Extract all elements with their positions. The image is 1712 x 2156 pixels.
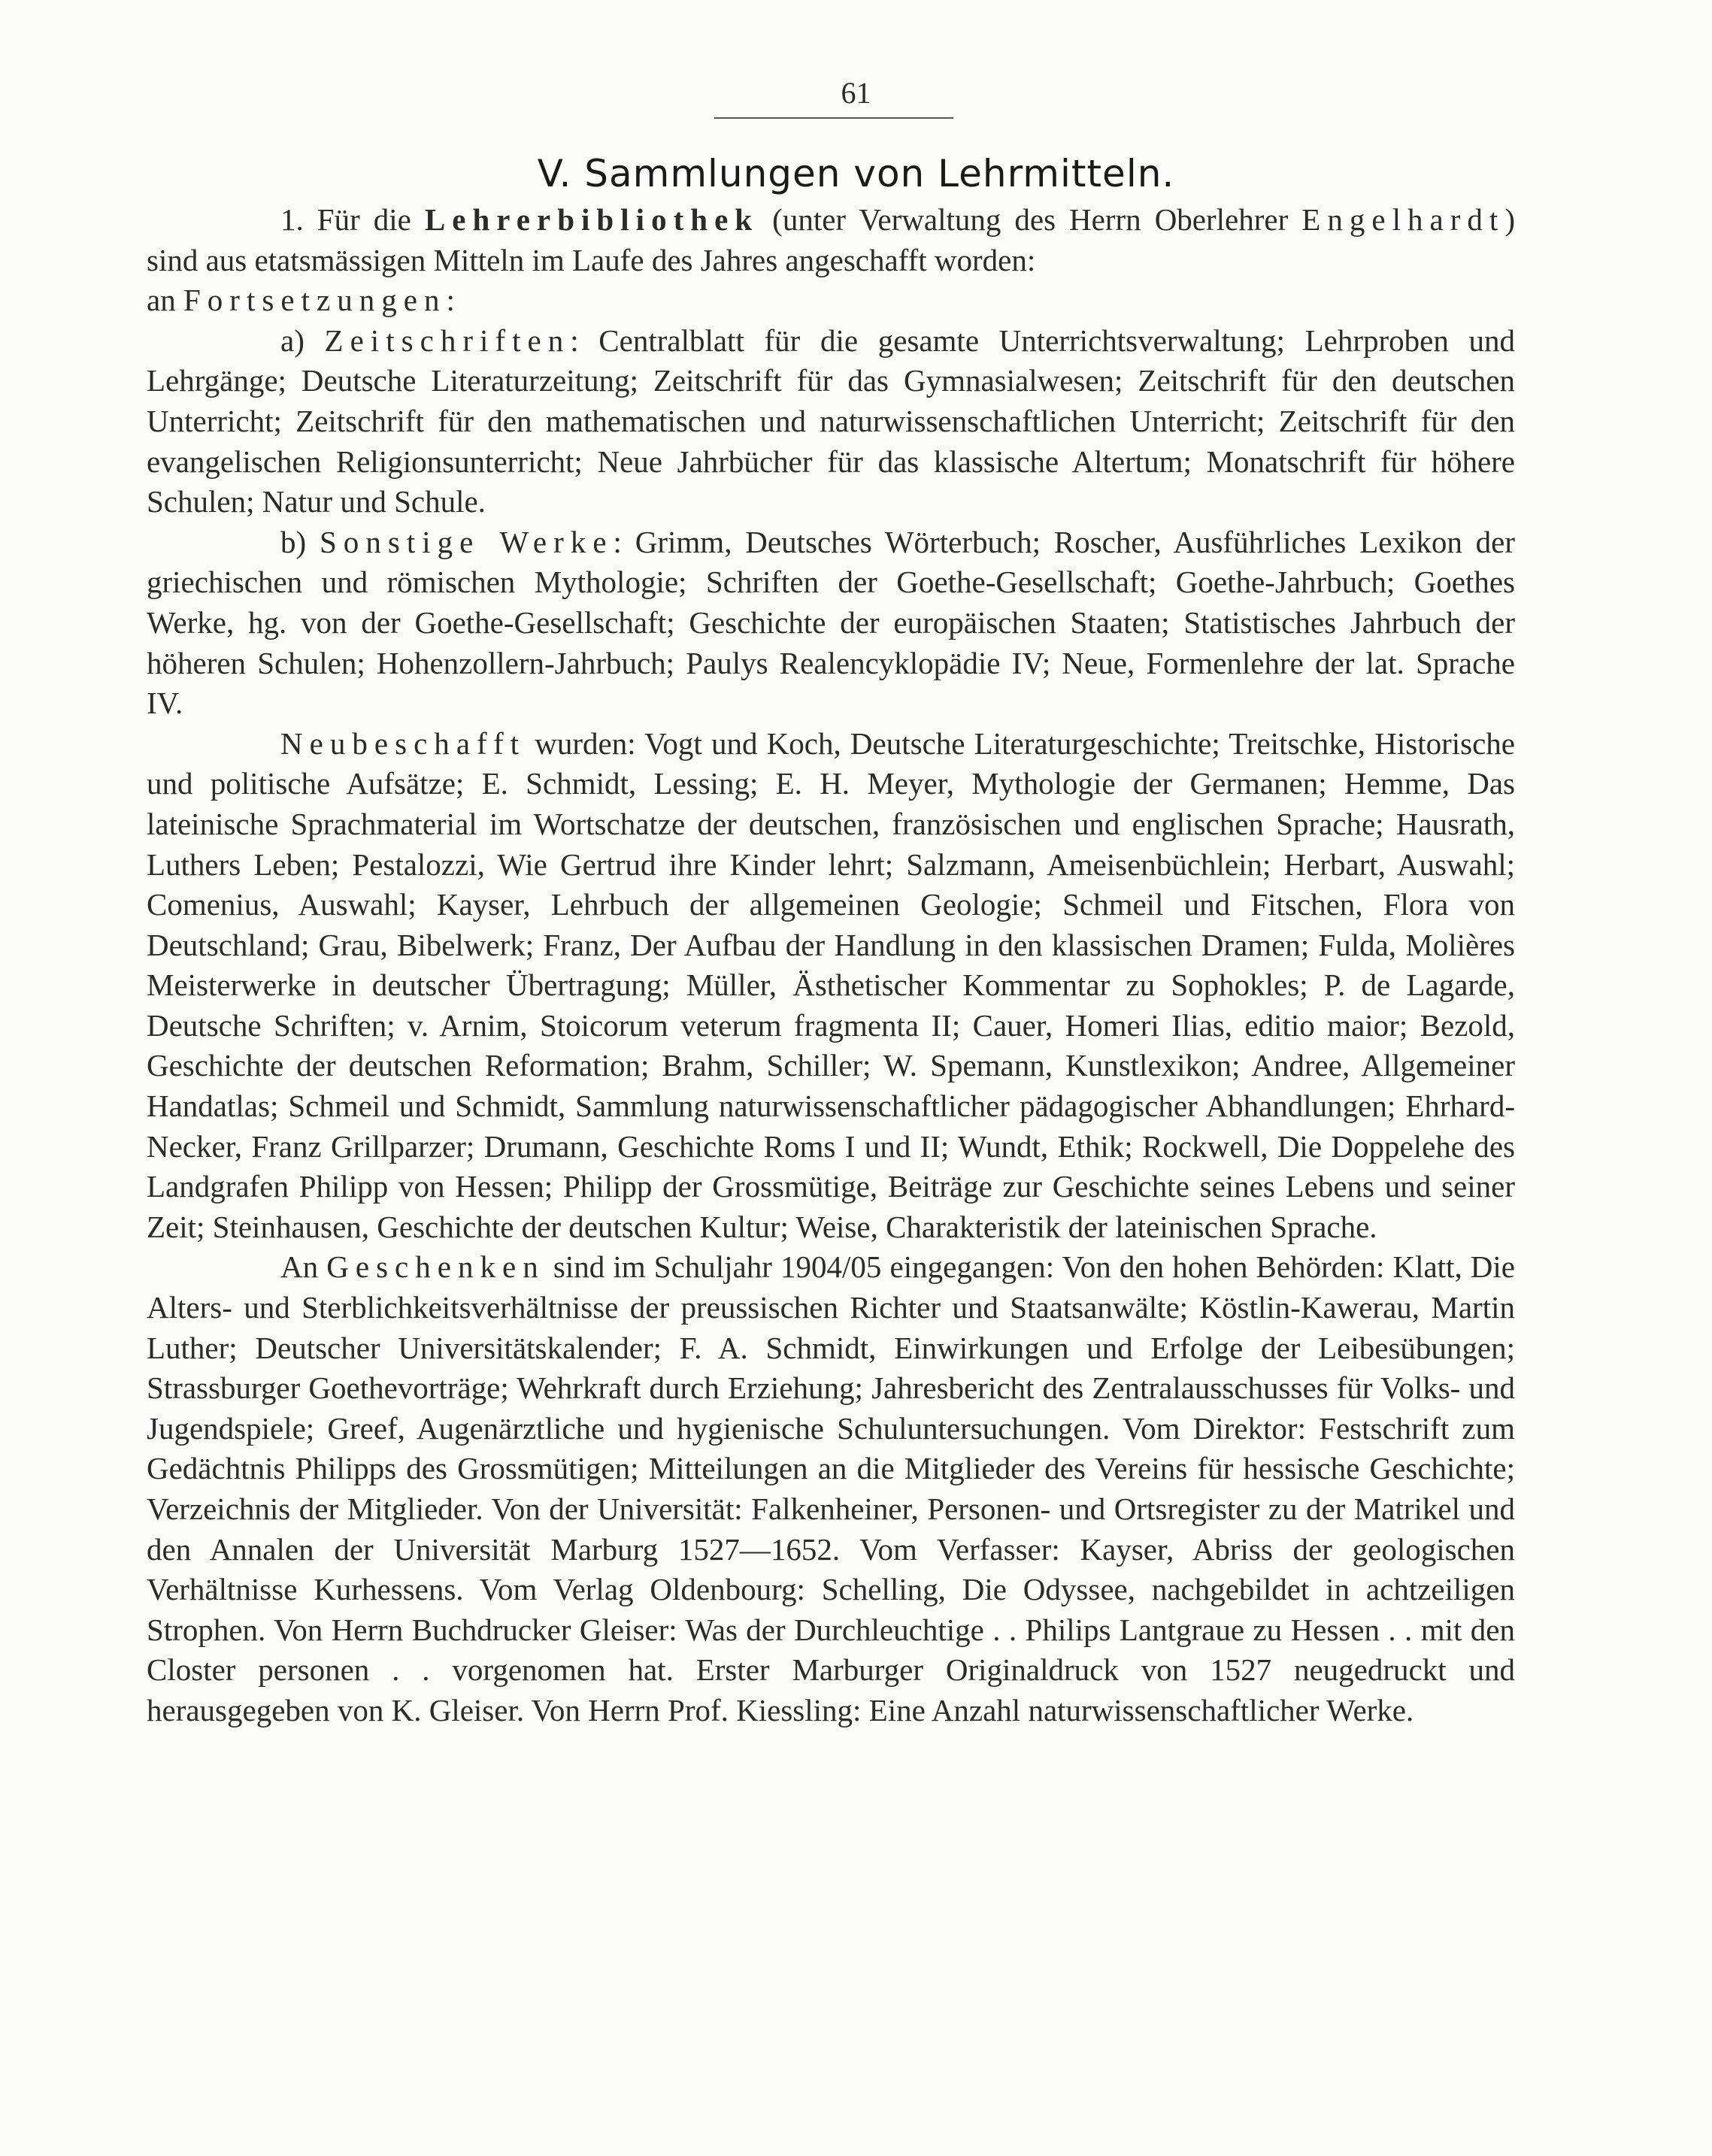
intro-bold-term: Lehrerbibliothek: [424, 202, 759, 237]
paragraph-neubeschafft: [147, 724, 1515, 1248]
section-b-term: Sonstige Werke: [319, 524, 614, 559]
paragraph-intro: [147, 200, 1515, 280]
neu-text: wurden: Vogt und Koch, Deutsche Literaturgeschichte; Treitschke, Historische und politische Aufsätze; E. Schmidt, Lessing; E. H. Meyer, Mythologie der Germanen; Hemme, Das lateinische Sprachmaterial im Wortschatze der deutschen, französischen und englischen Sprache; Hausrath, Luthers Leben; Pestalozzi, Wie Gertrud ihre Kinder lehrt; Salzmann, Ameisenbüchlein; Herbart, Auswahl; Comenius, Auswahl; Kayser, Lehrbuch der allgemeinen Geologie; Schmeil und Fitschen, Flora von Deutschland; Grau, Bibelwerk; Franz, Der Aufbau der Handlung in den klassischen Dramen; Fulda, Molières Meisterwerke in deutscher Übertragung; Müller, Ästhetischer Kommentar zu Sophokles; P. de Lagarde, Deutsche Schriften; v. Arnim, Stoicorum veterum fragmenta II; Cauer, Homeri Ilias, editio maior; Bezold, Geschichte der deutschen Reformation; Brahm, Schiller; W. Spemann, Kunstlexikon; Andree, Allgemeiner Handatlas; Schmeil und Schmidt, Sammlung naturwissenschaftlicher pädagogischer Abhandlungen; Ehrhard-Necker, Franz Grillparzer; Drumann, Geschichte Roms I und II; Wundt, Ethik; Rockwell, Die Doppelehe des Landgrafen Philipp von Hessen; Philipp der Grossmütige, Beiträge zur Geschichte seines Lebens und seiner Zeit; Steinhausen, Geschichte der deutschen Kultur; Weise, Charakteristik der lateinischen Sprache.: [147, 725, 1515, 1244]
section-a-text: : Centralblatt für die gesamte Unterrichtsverwaltung; Lehrproben und Lehrgänge; Deutsche Literaturzeitung; Zeitschrift für das Gymnasialwesen; Zeitschrift für den deutschen Unterricht; Zeitschrift für den mathematischen und naturwissenschaftlichen Unterricht; Zeitschrift für den evangelischen Religionsunterricht; Neue Jahrbücher für das klassische Altertum; Monatschrift für höhere Schulen; Natur und Schule.: [147, 322, 1516, 519]
fortsetzungen-prefix: an: [147, 283, 183, 318]
geschenke-prefix: An: [280, 1249, 327, 1285]
intro-middle: (unter Verwaltung des Herrn Oberlehrer: [759, 202, 1302, 237]
fortsetzungen-suffix: :: [446, 283, 455, 318]
paragraph-fortsetzungen: [147, 280, 1515, 321]
geschenke-text: sind im Schuljahr 1904/05 eingegangen: Von den hohen Behörden: Klatt, Die Alters- und Sterblichkeitsverhältnisse der preussischen Richter und Staatsanwälte; Köstlin-Kawerau, Martin Luther; Deutscher Universitätskalender; F. A. Schmidt, Einwirkungen und Erfolge der Leibesübungen; Strassburger Goethevorträge; Wehrkraft durch Erziehung; Jahresbericht des Zentralausschusses für Volks- und Jugendspiele; Greef, Augenärztliche und hygienische Schuluntersuchungen. Vom Direktor: Festschrift zum Gedächtnis Philipps des Grossmütigen; Mitteilungen an die Mitglieder des Vereins für hessische Geschichte; Verzeichnis der Mitglieder. Von der Universität: Falkenheiner, Personen- und Ortsregister zu der Matrikel und den Annalen der Universität Marburg 1527—1652. Vom Verfasser: Kayser, Abriss der geologischen Verhältnisse Kurhessens. Vom Verlag Oldenbourg: Schelling, Die Odyssee, nachgebildet in achtzeiligen Strophen. Von Herrn Buchdrucker Gleiser: Was der Durchleuchtige . . Philips Lantgraue zu Hessen . . mit den Closter personen . . vorgenomen hat. Erster Marburger Originaldruck von 1527 neugedruckt und herausgegeben von K. Gleiser. Von Herrn Prof. Kiessling: Eine Anzahl naturwissenschaftlicher Werke.: [147, 1249, 1516, 1728]
section-heading: V. Sammlungen von Lehrmitteln.: [537, 152, 1175, 195]
intro-number: 1. Für die: [280, 202, 425, 237]
paragraph-zeitschriften: [147, 321, 1515, 522]
page-number: 61: [841, 76, 871, 110]
section-a-prefix: a): [280, 322, 325, 358]
page-number-rule: [714, 117, 953, 119]
intro-name: Engelhardt: [1301, 202, 1505, 237]
paragraph-geschenke: [147, 1247, 1515, 1731]
intro-end: ) sind aus etatsmässigen Mitteln im Laufe des Jahres angeschafft worden:: [147, 202, 1515, 277]
section-a-term: Zeitschriften: [324, 322, 571, 358]
fortsetzungen-term: Fortsetzungen: [183, 283, 447, 318]
section-b-text: : Grimm, Deutsches Wörterbuch; Roscher, Ausführliches Lexikon der griechischen und römischen Mythologie; Schriften der Goethe-Gesellschaft; Goethe-Jahrbuch; Goethes Werke, hg. von der Goethe-Gesellschaft; Geschichte der europäischen Staaten; Statistisches Jahrbuch der höheren Schulen; Hohenzollern-Jahrbuch; Paulys Realencyklopädie IV; Neue, Formenlehre der lat. Sprache IV.: [147, 524, 1515, 721]
body-text: [147, 200, 1515, 1731]
paragraph-sonstige-werke: [147, 522, 1515, 724]
section-b-prefix: b): [280, 524, 320, 559]
neu-term: Neubeschafft: [280, 725, 526, 761]
geschenke-term: Geschenken: [326, 1249, 545, 1285]
